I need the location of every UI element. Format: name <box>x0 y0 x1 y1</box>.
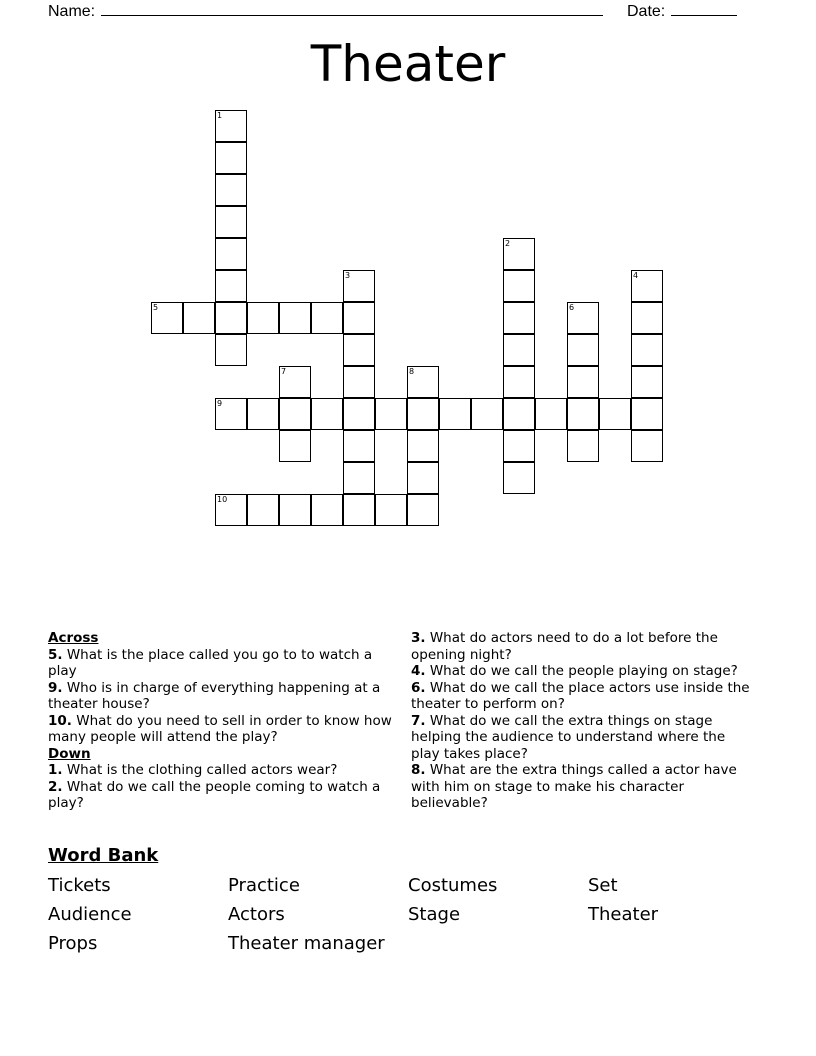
crossword-cell[interactable] <box>567 302 599 334</box>
crossword-cell[interactable] <box>343 270 375 302</box>
crossword-cell[interactable] <box>375 494 407 526</box>
clue-item <box>411 663 756 680</box>
crossword-cell[interactable] <box>247 494 279 526</box>
crossword-cell[interactable] <box>407 366 439 398</box>
crossword-cell[interactable] <box>279 366 311 398</box>
cell-number: 7 <box>281 367 287 376</box>
cell-number: 10 <box>217 495 228 504</box>
across-clue-list <box>48 647 398 746</box>
clue-item <box>48 680 398 713</box>
crossword-cell[interactable] <box>215 142 247 174</box>
word-bank-word: Tickets <box>48 875 111 896</box>
crossword-cell[interactable] <box>343 398 375 430</box>
cell-number: 4 <box>633 271 639 280</box>
clue-text: What is the place called you go to to watch a play <box>48 646 373 679</box>
clue-item <box>411 713 756 763</box>
crossword-cell[interactable] <box>407 398 439 430</box>
crossword-cell[interactable] <box>567 366 599 398</box>
word-bank-word: Stage <box>408 904 461 925</box>
crossword-cell[interactable] <box>567 430 599 462</box>
down-clue-list-continued <box>411 630 756 812</box>
crossword-cell[interactable] <box>151 302 183 334</box>
cell-number: 6 <box>569 303 575 312</box>
crossword-cell[interactable] <box>343 366 375 398</box>
crossword-cell[interactable] <box>503 398 535 430</box>
page-title: Theater <box>310 35 506 93</box>
word-bank-word: Audience <box>48 904 132 925</box>
clue-item <box>48 779 398 812</box>
word-bank-title: Word Bank <box>48 845 159 866</box>
crossword-cell[interactable] <box>503 302 535 334</box>
crossword-cell[interactable] <box>631 334 663 366</box>
date-label: Date: <box>627 3 666 20</box>
clue-text: What do we call the people coming to watch a play? <box>48 778 381 811</box>
crossword-cell[interactable] <box>215 494 247 526</box>
clue-item <box>48 762 398 779</box>
crossword-cell[interactable] <box>503 238 535 270</box>
cell-number: 1 <box>217 111 223 120</box>
clue-item <box>411 630 756 663</box>
crossword-cell[interactable] <box>439 398 471 430</box>
crossword-cell[interactable] <box>503 366 535 398</box>
crossword-cell[interactable] <box>503 462 535 494</box>
clue-number: 3. <box>411 630 426 646</box>
clue-text: What do we call the extra things on stage helping the audience to understand where the play takes place? <box>411 712 726 762</box>
crossword-cell[interactable] <box>407 494 439 526</box>
crossword-cell[interactable] <box>311 302 343 334</box>
crossword-cell[interactable] <box>343 334 375 366</box>
crossword-cell[interactable] <box>631 270 663 302</box>
crossword-cell[interactable] <box>311 398 343 430</box>
word-bank-word: Costumes <box>408 875 498 896</box>
crossword-cell[interactable] <box>375 398 407 430</box>
word-bank-word: Practice <box>228 875 300 896</box>
crossword-cell[interactable] <box>215 398 247 430</box>
crossword-cell[interactable] <box>183 302 215 334</box>
crossword-cell[interactable] <box>279 302 311 334</box>
across-heading: Across <box>48 630 99 646</box>
clue-item <box>48 647 398 680</box>
clue-item <box>48 713 398 746</box>
crossword-cell[interactable] <box>631 398 663 430</box>
clue-item <box>411 762 756 812</box>
clue-text: Who is in charge of everything happening at a theater house? <box>48 679 381 712</box>
crossword-cell[interactable] <box>311 494 343 526</box>
clue-number: 10. <box>48 712 72 729</box>
crossword-cell[interactable] <box>503 334 535 366</box>
crossword-cell[interactable] <box>279 398 311 430</box>
clue-number: 9. <box>48 679 63 696</box>
crossword-cell[interactable] <box>503 430 535 462</box>
clue-number: 4. <box>411 663 426 679</box>
down-heading: Down <box>48 745 91 762</box>
crossword-cell[interactable] <box>503 270 535 302</box>
crossword-cell[interactable] <box>535 398 567 430</box>
cell-number: 9 <box>217 399 223 408</box>
clue-number: 6. <box>411 679 426 696</box>
crossword-cell[interactable] <box>343 462 375 494</box>
cell-number: 3 <box>345 271 351 280</box>
crossword-cell[interactable] <box>471 398 503 430</box>
crossword-cell[interactable] <box>343 494 375 526</box>
crossword-cell[interactable] <box>343 302 375 334</box>
cell-number: 2 <box>505 239 511 248</box>
word-bank-word: Theater manager <box>228 933 385 954</box>
crossword-cell[interactable] <box>567 398 599 430</box>
word-bank-word: Theater <box>588 904 659 925</box>
clue-text: What are the extra things called a actor have with him on stage to make his character believable? <box>411 762 737 811</box>
word-bank-grid <box>48 874 768 955</box>
clue-number: 1. <box>48 762 63 778</box>
clues-right-column <box>411 630 756 812</box>
clue-text: What do we call the people playing on stage? <box>429 663 738 679</box>
crossword-cell[interactable] <box>279 430 311 462</box>
cell-number: 8 <box>409 367 415 376</box>
crossword-cell[interactable] <box>631 366 663 398</box>
word-bank-word: Props <box>48 933 98 954</box>
crossword-cell[interactable] <box>279 494 311 526</box>
crossword-cell[interactable] <box>215 302 247 334</box>
cell-number: 5 <box>153 303 159 312</box>
crossword-cell[interactable] <box>343 430 375 462</box>
crossword-cell[interactable] <box>407 462 439 494</box>
down-clue-list <box>48 762 398 812</box>
crossword-cell[interactable] <box>215 238 247 270</box>
clue-text: What is the clothing called actors wear? <box>66 762 338 778</box>
clue-number: 2. <box>48 778 63 795</box>
clue-text: What do you need to sell in order to know how many people will attend the play? <box>48 712 392 745</box>
crossword-cell[interactable] <box>215 270 247 302</box>
clue-number: 5. <box>48 646 63 663</box>
name-label: Name: <box>48 3 96 20</box>
crossword-cell[interactable] <box>215 110 247 142</box>
crossword-cell[interactable] <box>215 334 247 366</box>
word-bank <box>48 844 768 955</box>
clue-item <box>411 680 756 713</box>
clue-number: 8. <box>411 762 426 778</box>
clue-number: 7. <box>411 712 426 729</box>
crossword-cell[interactable] <box>631 430 663 462</box>
crossword-cell[interactable] <box>599 398 631 430</box>
clue-text: What do actors need to do a lot before the opening night? <box>411 630 718 663</box>
crossword-cell[interactable] <box>247 398 279 430</box>
clue-text: What do we call the place actors use inside the theater to perform on? <box>411 679 750 712</box>
crossword-cell[interactable] <box>215 206 247 238</box>
crossword-cell[interactable] <box>215 174 247 206</box>
word-bank-word: Set <box>588 875 618 896</box>
clues-left-column <box>48 630 398 812</box>
crossword-cell[interactable] <box>247 302 279 334</box>
crossword-cell[interactable] <box>631 302 663 334</box>
crossword-cell[interactable] <box>567 334 599 366</box>
crossword-cell[interactable] <box>407 430 439 462</box>
word-bank-word: Actors <box>228 904 285 925</box>
